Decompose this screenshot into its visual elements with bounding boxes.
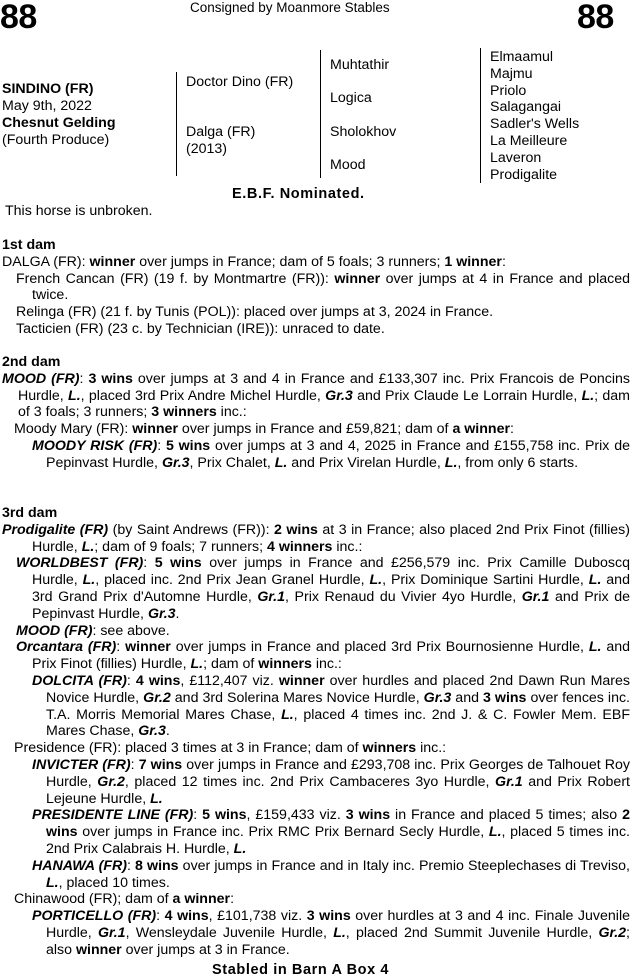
- text: ; dam of 9 foals; 7 runners;: [94, 538, 267, 555]
- text: Tacticien (FR) (23 c. by Technician (IRE)): unraced to date.: [16, 320, 385, 337]
- text: 8 wins: [135, 857, 179, 874]
- text: L.: [46, 874, 59, 891]
- pedigree-dam: Dalga (FR): [186, 124, 256, 140]
- pedigree-sire: Doctor Dino (FR): [186, 74, 294, 90]
- text: inc.:: [416, 740, 447, 757]
- text: over hurdles at 3 and 4 inc. Finale Juvenile Hurdle,: [46, 908, 630, 941]
- text: , Wensleydale Juvenile Hurdle,: [125, 924, 334, 941]
- pedigree-gen4-name: Prodigalite: [490, 166, 558, 183]
- pedigree-gen4: [490, 49, 579, 183]
- text: inc.:: [332, 538, 363, 555]
- text: L.: [281, 706, 294, 723]
- text: MOODY RISK (FR): [32, 437, 158, 454]
- horse-produce: (Fourth Produce): [2, 132, 110, 148]
- text: L.: [588, 572, 602, 589]
- horse-name: SINDINO (FR): [2, 81, 94, 97]
- stabling-footer: Stabled in Barn A Box 4: [212, 962, 390, 978]
- first-dam-line: [2, 254, 630, 271]
- text: , £112,407 viz.: [180, 672, 279, 689]
- text: Gr.2: [143, 689, 171, 706]
- produce-entry: [2, 304, 630, 321]
- text: L.: [274, 454, 288, 471]
- text: Gr.3: [161, 454, 190, 471]
- text: and Prix Robert Lejeune Hurdle,: [46, 773, 630, 807]
- produce-entry-mood: [2, 623, 630, 640]
- text: .: [165, 723, 170, 740]
- text: Gr.2: [97, 773, 125, 790]
- text: MOOD (FR): [16, 622, 93, 639]
- produce-entry-moody-risk: [2, 438, 630, 472]
- text: Gr.1: [257, 588, 285, 605]
- lot-number-left: 88: [0, 0, 37, 36]
- text: Prodigalite (FR): [2, 521, 109, 538]
- text: WORLDBEST (FR): [16, 555, 144, 572]
- text: L.: [190, 656, 204, 673]
- text: Chinawood (FR); dam of: [14, 891, 173, 908]
- text: :: [126, 672, 136, 689]
- text: , from only 6 starts.: [457, 454, 579, 471]
- text: 4 winners: [267, 538, 333, 555]
- produce-entry: [2, 271, 630, 305]
- first-dam-heading: 1st dam: [2, 237, 56, 253]
- text: Gr.1: [97, 924, 126, 941]
- second-dam-section: [2, 354, 630, 472]
- text: , Prix Chalet,: [189, 454, 275, 471]
- text: and Prix de Pepinvast Hurdle,: [32, 588, 630, 622]
- text: , placed 5 times inc. 2nd Prix Calabrais H. Hurdle,: [46, 824, 630, 857]
- text: over jumps in France and placed 3rd Prix Bournosienne Hurdle,: [170, 639, 589, 656]
- text: , placed 4 times inc. 2nd J. & C. Fowler Mem. EBF Mares Chase,: [46, 706, 630, 740]
- dam-entry-mood: [2, 371, 630, 421]
- text: (by Saint Andrews (FR)):: [108, 521, 275, 538]
- text: over hurdles and placed 2nd Dawn Run Mares Novice Hurdle,: [46, 672, 631, 706]
- text: Gr.3: [147, 605, 176, 622]
- text: ; also: [46, 924, 630, 958]
- text: :: [116, 639, 126, 656]
- text: 5 wins: [202, 807, 247, 824]
- text: Moody Mary (FR):: [14, 421, 133, 438]
- text: , £101,738 viz.: [208, 908, 307, 925]
- text: 1 winner: [444, 253, 502, 270]
- pedigree-divider-2: [320, 50, 321, 178]
- pedigree-divider-1: [176, 72, 177, 176]
- pedigree-gen4-name: Sadler's Wells: [490, 116, 580, 133]
- text: inc.:: [216, 404, 247, 421]
- produce-entry-chinawood: [2, 891, 630, 908]
- pedigree-gen4-name: Priolo: [490, 82, 527, 99]
- text: over jumps in France and in Italy inc. Premio Steeplechases di Treviso,: [178, 857, 630, 874]
- text: :: [193, 807, 203, 824]
- produce-entry-porticello: [2, 908, 630, 958]
- text: , Prix Dominique Sartini Hurdle,: [382, 572, 589, 589]
- text: over jumps at 3 in France.: [121, 941, 290, 958]
- pedigree-gen4-name: Salagangai: [490, 99, 561, 116]
- text: Orcantara (FR): [16, 639, 117, 656]
- text: and Prix Claude Le Lorrain Hurdle,: [352, 387, 582, 404]
- text: :: [501, 253, 506, 270]
- text: at 3 in France; also placed 2nd Prix Finot (fillies) Hurdle,: [32, 521, 630, 555]
- text: over jumps in France inc. Prix RMC Prix Bernard Secly Hurdle,: [77, 824, 489, 841]
- text: and 3rd Solerina Mares Novice Hurdle,: [170, 689, 424, 706]
- text: Relinga (FR) (21 f. by Tunis (POL)): placed over jumps at 3, 2024 in France.: [16, 304, 494, 321]
- text: :: [79, 370, 89, 387]
- horse-dob: May 9th, 2022: [2, 98, 92, 114]
- pedigree-gen4-name: Elmaamul: [490, 49, 554, 65]
- text: L.: [333, 924, 346, 941]
- text: a winner: [452, 421, 510, 438]
- pedigree-gen3: Mood: [330, 157, 366, 173]
- third-dam-heading: 3rd dam: [2, 505, 58, 521]
- text: L.: [82, 572, 96, 589]
- text: :: [127, 857, 136, 874]
- text: L.: [581, 387, 595, 404]
- text: L.: [444, 454, 458, 471]
- text: , placed 12 times inc. 2nd Prix Cambaceres 3yo Hurdle,: [124, 773, 496, 790]
- produce-entry: [2, 321, 630, 338]
- text: , placed 2nd Summit Juvenile Hurdle,: [345, 924, 599, 941]
- text: 5 wins: [154, 555, 202, 572]
- text: PORTICELLO (FR): [32, 908, 157, 925]
- first-dam-section: [2, 237, 630, 338]
- text: :: [230, 891, 235, 908]
- text: , £159,433 viz.: [246, 807, 346, 824]
- consignor: Consigned by Moanmore Stables: [190, 0, 390, 15]
- unbroken-note: This horse is unbroken.: [5, 203, 153, 219]
- text: over jumps in France; dam of 5 foals; 3 runners;: [135, 253, 445, 270]
- text: winner: [125, 639, 171, 656]
- text: DOLCITA (FR): [32, 672, 127, 689]
- text: : see above.: [92, 622, 170, 639]
- produce-entry-worldbest: [2, 555, 630, 622]
- text: L.: [150, 790, 163, 807]
- text: Gr.1: [495, 773, 523, 790]
- text: 7 wins: [138, 756, 183, 773]
- text: over jumps at 3 and 4, 2025 in France and £155,758 inc. Prix de Pepinvast Hurdle,: [46, 437, 630, 471]
- text: 3 wins: [483, 689, 527, 706]
- dam-entry-prodigalite: [2, 522, 630, 556]
- text: Gr.3: [423, 689, 452, 706]
- text: L.: [588, 639, 602, 656]
- text: over jumps in France and £293,708 inc. Prix Georges de Talhouet Roy Hurdle,: [46, 756, 630, 790]
- text: over fences inc. T.A. Morris Memorial Mares Chase,: [46, 689, 630, 723]
- text: , placed inc. 2nd Prix Jean Granel Hurdle,: [95, 572, 370, 589]
- pedigree-gen4-name: Majmu: [490, 65, 533, 82]
- text: Gr.1: [521, 588, 550, 605]
- text: a winner: [172, 891, 231, 908]
- text: , placed 10 times.: [58, 874, 170, 891]
- text: and Prix Finot (fillies) Hurdle,: [32, 639, 631, 673]
- produce-entry-moody-mary: [2, 421, 630, 438]
- third-dam-section: [2, 505, 630, 959]
- text: winner: [132, 421, 178, 438]
- text: French Cancan (FR) (19 f. by Montmartre (FR)):: [16, 270, 335, 287]
- produce-entry-hanawa: [2, 858, 630, 892]
- produce-entry-orcantara: [2, 639, 630, 673]
- text: and: [451, 689, 483, 706]
- text: 2 wins: [274, 521, 318, 538]
- text: 2 wins: [46, 807, 630, 841]
- pedigree-gen4-name: La Meilleure: [490, 132, 568, 149]
- produce-entry-presidente-line: [2, 807, 630, 857]
- text: winners: [362, 740, 417, 757]
- ebf-nomination: E.B.F. Nominated.: [232, 186, 365, 202]
- produce-entry-invicter: [2, 757, 630, 807]
- text: ; dam of: [203, 656, 259, 673]
- text: winner: [334, 270, 381, 287]
- pedigree-gen3: Sholokhov: [330, 124, 397, 140]
- text: 3 wins: [88, 370, 133, 387]
- text: , placed 3rd Prix Andre Michel Hurdle,: [80, 387, 326, 404]
- text: inc.:: [311, 656, 342, 673]
- text: L.: [233, 840, 247, 857]
- text: :: [156, 908, 165, 925]
- text: L.: [488, 824, 502, 841]
- pedigree-gen3: Muhtathir: [330, 57, 390, 73]
- second-dam-heading: 2nd dam: [2, 354, 61, 370]
- text: :: [510, 421, 514, 438]
- text: HANAWA (FR): [32, 857, 127, 874]
- text: 5 wins: [165, 437, 211, 454]
- text: winners: [258, 656, 312, 673]
- pedigree-divider-3: [480, 48, 481, 183]
- text: Gr.3: [138, 723, 166, 740]
- text: Gr.3: [325, 387, 353, 404]
- text: and Prix Virelan Hurdle,: [287, 454, 445, 471]
- pedigree-dam-year: (2013): [186, 141, 228, 157]
- lot-number-right: 88: [577, 0, 614, 36]
- text: 4 wins: [164, 908, 209, 925]
- horse-info: [2, 81, 116, 149]
- text: 4 wins: [135, 672, 181, 689]
- text: L.: [81, 538, 95, 555]
- produce-entry-dolcita: [2, 673, 630, 740]
- horse-description: Chesnut Gelding: [2, 115, 116, 131]
- text: over jumps in France and £256,579 inc. Prix Camille Duboscq Hurdle,: [32, 555, 631, 589]
- text: winner: [89, 253, 136, 270]
- text: INVICTER (FR): [32, 756, 131, 773]
- text: :: [157, 437, 166, 454]
- text: L.: [68, 387, 81, 404]
- text: 3 wins: [306, 908, 351, 925]
- text: Presidence (FR): placed 3 times at 3 in France; dam of: [14, 740, 363, 757]
- text: DALGA (FR):: [2, 253, 90, 270]
- pedigree-gen3: Logica: [330, 90, 372, 106]
- text: :: [143, 555, 155, 572]
- text: PRESIDENTE LINE (FR): [32, 807, 194, 824]
- pedigree-gen4-name: Laveron: [490, 149, 542, 166]
- text: ; dam of 3 foals; 3 runners;: [18, 387, 631, 421]
- produce-entry-presidence: [2, 740, 630, 757]
- text: and 3rd Grand Prix d'Automne Hurdle,: [32, 572, 630, 605]
- text: 3 wins: [345, 807, 391, 824]
- text: over jumps in France and £59,821; dam of: [177, 421, 453, 438]
- text: , Prix Renaud du Vivier 4yo Hurdle,: [285, 588, 522, 605]
- text: over jumps at 3 and 4 in France and £133,307 inc. Prix Francois de Poncins Hurdle,: [18, 370, 630, 404]
- text: winner: [278, 672, 325, 689]
- text: over jumps at 4 in France and placed twice.: [32, 270, 630, 304]
- text: winner: [75, 941, 122, 958]
- text: 3 winners: [151, 404, 217, 421]
- text: Gr.2: [598, 924, 627, 941]
- text: L.: [369, 572, 383, 589]
- text: in France and placed 5 times; also: [390, 807, 623, 824]
- text: MOOD (FR): [2, 370, 80, 387]
- text: .: [175, 605, 180, 622]
- text: :: [130, 756, 139, 773]
